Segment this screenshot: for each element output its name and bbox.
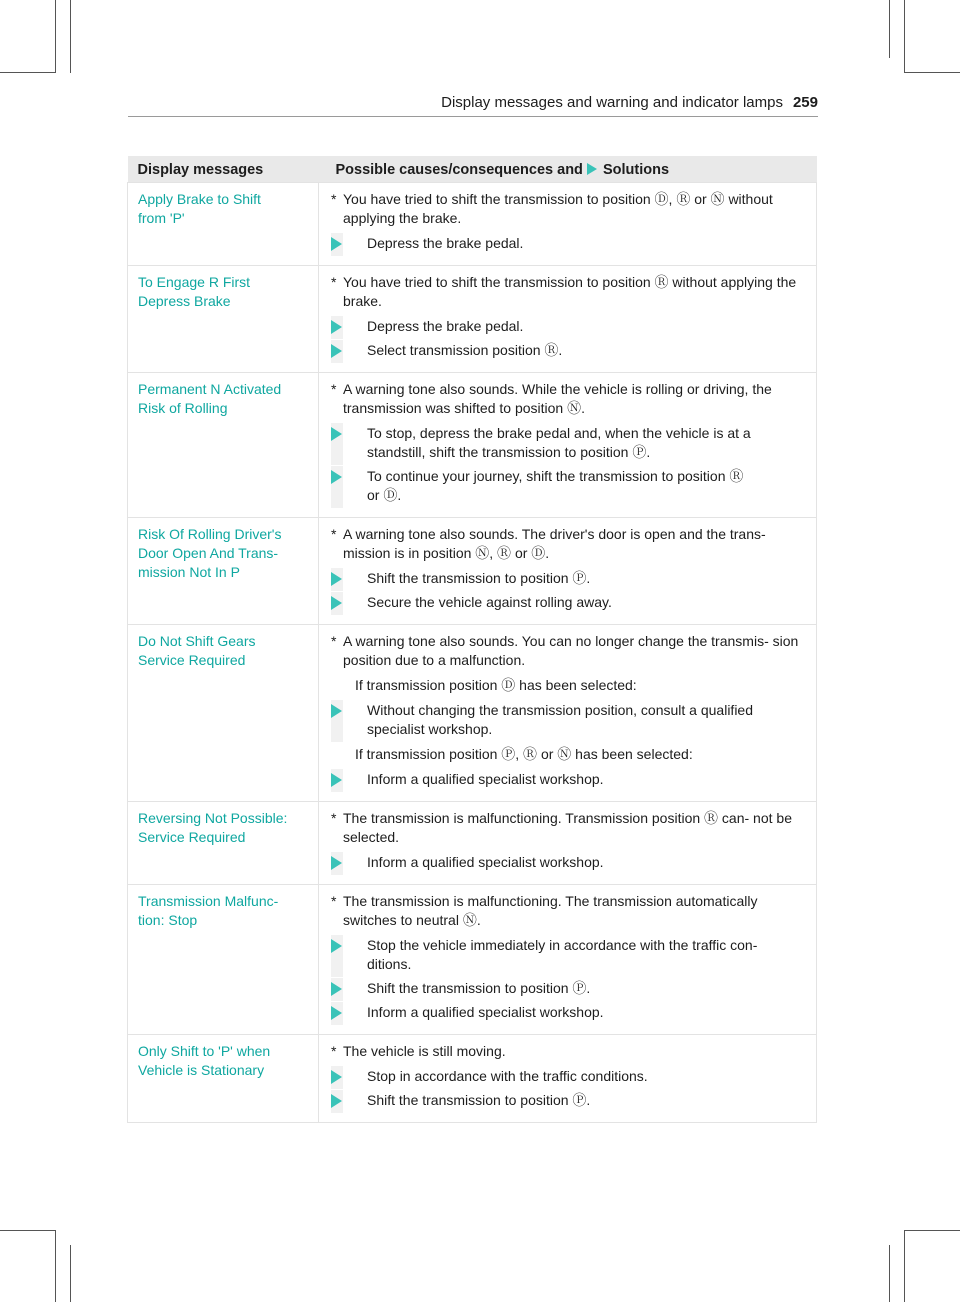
- action-text: To stop, depress the brake pedal and, when the vehicle is at a standstill, shift the transmission to position Ⓟ.: [367, 425, 751, 460]
- table-row: [128, 802, 817, 885]
- table-header-row: [128, 156, 817, 183]
- display-message-text: Transmission Malfunc- tion: Stop: [138, 893, 279, 928]
- condition-text-block: [355, 745, 806, 764]
- play-arrow-icon: [331, 237, 342, 251]
- condition-text: If transmission position Ⓓ has been selected:: [355, 677, 637, 693]
- display-message: [128, 266, 319, 373]
- crop-mark-br-v2: [889, 1245, 890, 1302]
- display-message: [128, 885, 319, 1035]
- solutions-cell: [319, 1035, 817, 1123]
- action-text: Stop in accordance with the traffic conditions.: [367, 1068, 648, 1084]
- asterisk-icon: *: [331, 274, 337, 290]
- display-message-text: To Engage R First Depress Brake: [138, 274, 251, 309]
- action-text: Depress the brake pedal.: [367, 318, 524, 334]
- solutions-cell: [319, 266, 817, 373]
- crop-mark-tl-v: [70, 0, 71, 73]
- display-message: [128, 183, 319, 266]
- action-text: Inform a qualified specialist workshop.: [367, 771, 604, 787]
- cause-item: [331, 1042, 806, 1061]
- play-arrow-icon: [331, 344, 342, 358]
- play-arrow-icon: [331, 1094, 342, 1108]
- asterisk-icon: *: [331, 526, 337, 542]
- cause-text: The vehicle is still moving.: [343, 1043, 506, 1059]
- play-arrow-icon: [331, 704, 342, 718]
- crop-mark-bl-v2: [70, 1245, 71, 1302]
- table-body: [128, 183, 817, 1123]
- column-header-solutions: Possible causes/consequences and Solutions: [319, 156, 817, 183]
- solutions-cell: [319, 183, 817, 266]
- cause-text: The transmission is malfunctioning. The transmission automatically switches to neutral Ⓝ.: [343, 893, 758, 928]
- table-row: [128, 625, 817, 802]
- table-row: [128, 1035, 817, 1123]
- display-message: [128, 802, 319, 885]
- solutions-cell: [319, 802, 817, 885]
- asterisk-icon: *: [331, 1043, 337, 1059]
- display-message: [128, 373, 319, 518]
- cause-item: [331, 273, 806, 311]
- display-message: [128, 625, 319, 802]
- crop-mark-tr-v2: [904, 0, 905, 73]
- action-text: Without changing the transmission position, consult a qualified specialist workshop.: [367, 702, 753, 737]
- cause-text: You have tried to shift the transmission to position Ⓓ, Ⓡ or Ⓝ without applying the brake.: [343, 191, 773, 226]
- display-message: [128, 1035, 319, 1123]
- play-arrow-icon: [331, 470, 342, 484]
- action-text: Inform a qualified specialist workshop.: [367, 854, 604, 870]
- action-step: [367, 1067, 806, 1086]
- crop-mark-br-v: [904, 1230, 905, 1302]
- play-arrow-icon: [331, 572, 342, 586]
- action-step: [367, 341, 806, 360]
- cause-item: [331, 632, 806, 670]
- cause-item: [331, 525, 806, 563]
- cause-text: The transmission is malfunctioning. Transmission position Ⓡ can- not be selected.: [343, 810, 792, 845]
- action-text: Secure the vehicle against rolling away.: [367, 594, 612, 610]
- play-arrow-icon: [331, 320, 342, 334]
- action-text: Shift the transmission to position Ⓟ.: [367, 570, 591, 586]
- play-arrow-icon: [331, 596, 342, 610]
- action-text: Select transmission position Ⓡ.: [367, 342, 563, 358]
- crop-mark-tl-h: [0, 72, 56, 73]
- asterisk-icon: *: [331, 893, 337, 909]
- action-step: [367, 317, 806, 336]
- cause-item: [331, 892, 806, 930]
- play-arrow-icon: [331, 1070, 342, 1084]
- asterisk-icon: *: [331, 633, 337, 649]
- action-step: [367, 979, 806, 998]
- action-step: [367, 1003, 806, 1022]
- display-message-text: Reversing Not Possible: Service Required: [138, 810, 288, 845]
- action-step: [367, 853, 806, 872]
- crop-mark-tr-h: [904, 72, 960, 73]
- solutions-cell: [319, 518, 817, 625]
- action-text: Stop the vehicle immediately in accordance with the traffic con- ditions.: [367, 937, 758, 972]
- messages-table: [127, 156, 817, 1123]
- action-step: [367, 936, 806, 974]
- page-header-title: Display messages and warning and indicator lamps: [441, 94, 783, 111]
- cause-text: A warning tone also sounds. You can no longer change the transmis- sion position due to a malfunction.: [343, 633, 799, 668]
- cause-text: A warning tone also sounds. While the vehicle is rolling or driving, the transmission was shifted to position Ⓝ.: [343, 381, 772, 416]
- display-message-text: Only Shift to 'P' when Vehicle is Stationary: [138, 1043, 271, 1078]
- condition-text-block: [355, 676, 806, 695]
- asterisk-icon: *: [331, 381, 337, 397]
- table-row: [128, 373, 817, 518]
- solutions-cell: [319, 885, 817, 1035]
- play-arrow-icon: [587, 163, 597, 175]
- solutions-cell: [319, 373, 817, 518]
- play-arrow-icon: [331, 773, 342, 787]
- crop-mark-tl-v2: [55, 0, 56, 73]
- condition-text: If transmission position Ⓟ, Ⓡ or Ⓝ has been selected:: [355, 746, 693, 762]
- action-step: [367, 467, 806, 505]
- action-step: [367, 234, 806, 253]
- asterisk-icon: *: [331, 191, 337, 207]
- crop-mark-bl-v: [55, 1230, 56, 1302]
- display-message-text: Permanent N Activated Risk of Rolling: [138, 381, 282, 416]
- cause-item: [331, 809, 806, 847]
- cause-text: You have tried to shift the transmission to position Ⓡ without applying the brake.: [343, 274, 797, 309]
- crop-mark-bl-h: [0, 1230, 56, 1231]
- action-text: To continue your journey, shift the transmission to position Ⓡ or Ⓓ.: [367, 468, 744, 503]
- crop-mark-br-h: [904, 1230, 960, 1231]
- crop-mark-tr-v: [889, 0, 890, 58]
- play-arrow-icon: [331, 856, 342, 870]
- display-message-text: Do Not Shift Gears Service Required: [138, 633, 256, 668]
- display-message: [128, 518, 319, 625]
- page-header: [128, 94, 818, 117]
- display-message-text: Risk Of Rolling Driver's Door Open And Trans- mission Not In P: [138, 526, 282, 580]
- table-row: [128, 885, 817, 1035]
- solutions-cell: [319, 625, 817, 802]
- action-step: [367, 701, 806, 739]
- play-arrow-icon: [331, 427, 342, 441]
- cause-item: [331, 190, 806, 228]
- table-row: [128, 518, 817, 625]
- play-arrow-icon: [331, 1006, 342, 1020]
- action-text: Inform a qualified specialist workshop.: [367, 1004, 604, 1020]
- cause-text: A warning tone also sounds. The driver's door is open and the trans- mission is in position Ⓝ, Ⓡ or Ⓓ.: [343, 526, 766, 561]
- action-step: [367, 424, 806, 462]
- column-header-display-messages: Display messages: [128, 156, 319, 183]
- play-arrow-icon: [331, 982, 342, 996]
- play-arrow-icon: [331, 939, 342, 953]
- table-row: [128, 183, 817, 266]
- action-text: Shift the transmission to position Ⓟ.: [367, 980, 591, 996]
- display-message-text: Apply Brake to Shift from 'P': [138, 191, 261, 226]
- action-step: [367, 569, 806, 588]
- asterisk-icon: *: [331, 810, 337, 826]
- page-number: 259: [792, 94, 818, 111]
- action-step: [367, 770, 806, 789]
- action-step: [367, 593, 806, 612]
- action-text: Depress the brake pedal.: [367, 235, 524, 251]
- cause-item: [331, 380, 806, 418]
- action-step: [367, 1091, 806, 1110]
- action-text: Shift the transmission to position Ⓟ.: [367, 1092, 591, 1108]
- table-row: [128, 266, 817, 373]
